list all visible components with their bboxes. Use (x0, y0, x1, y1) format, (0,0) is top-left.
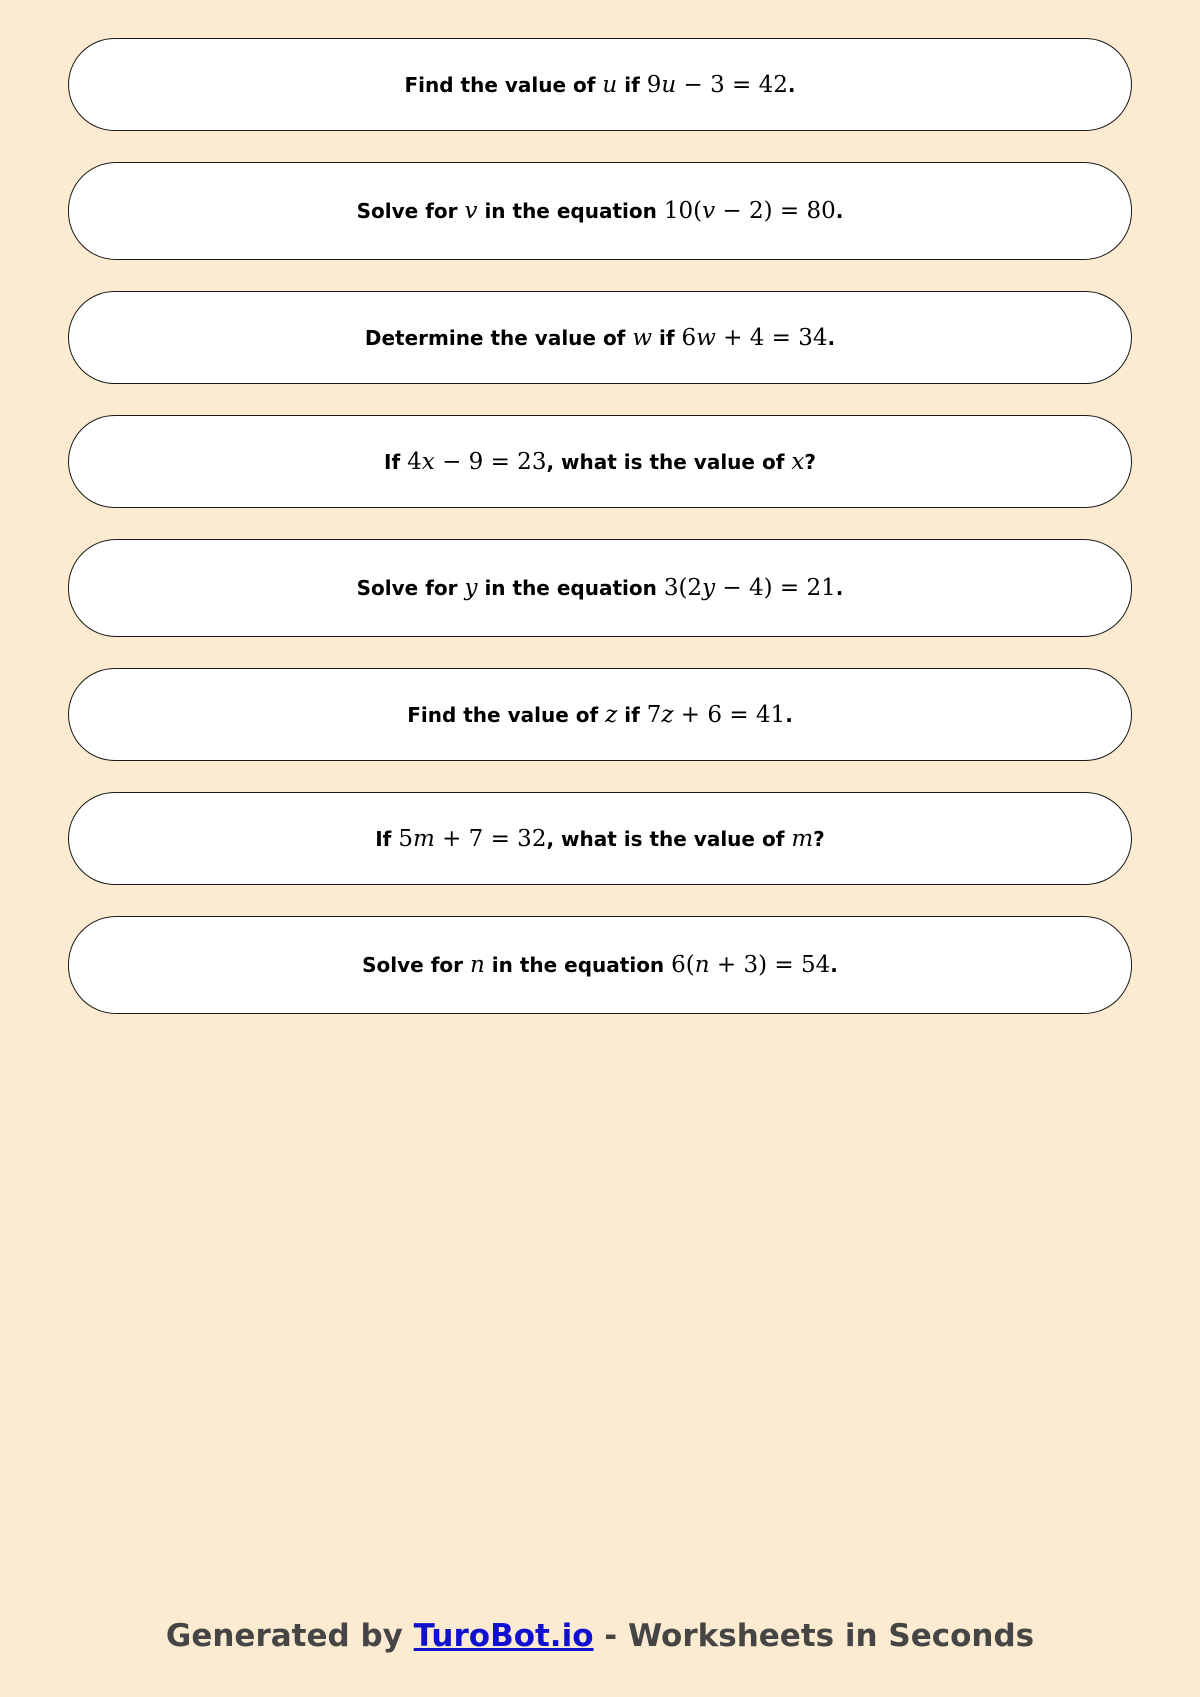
question-card (68, 539, 1132, 637)
question-text-run: if (617, 72, 647, 97)
question-card (68, 415, 1132, 508)
math-variable: m (412, 825, 435, 852)
math-expression (464, 198, 477, 224)
math-text: 6 (681, 324, 697, 351)
math-text: 7 (646, 701, 662, 728)
math-expression (791, 449, 804, 475)
math-expression (464, 575, 477, 601)
math-variable: w (696, 324, 716, 351)
question-text-run: . (835, 576, 844, 600)
question-card (68, 668, 1132, 761)
math-variable: u (661, 71, 677, 98)
math-variable: w (632, 324, 653, 351)
math-variable: v (464, 198, 478, 224)
question-text-run: Find the value of (407, 702, 606, 727)
math-text: 6( (671, 952, 695, 978)
question-card (68, 291, 1132, 384)
question-text-run: . (830, 953, 838, 977)
math-expression (407, 449, 546, 475)
math-text: 5 (398, 825, 413, 852)
question-text-run: ? (813, 826, 825, 851)
math-text: + 4 = 34 (715, 324, 828, 351)
question-text-run: ? (804, 449, 816, 474)
math-variable: n (469, 952, 485, 978)
math-text: − 2) = 80 (715, 198, 836, 224)
question-text-run: Solve for (356, 199, 465, 223)
math-expression (647, 72, 788, 98)
question-text (357, 198, 844, 224)
math-text: 9 (646, 71, 662, 98)
math-variable: x (791, 448, 805, 475)
question-card (68, 38, 1132, 131)
question-card (68, 916, 1132, 1014)
question-text-run: . (827, 325, 836, 350)
math-expression (664, 198, 836, 224)
math-expression (632, 325, 652, 351)
question-text-run: if (617, 702, 647, 727)
question-card (68, 792, 1132, 885)
question-text-run: in the equation (484, 953, 672, 977)
math-text: − 9 = 23 (434, 448, 547, 475)
math-variable: y (464, 575, 478, 601)
math-variable: u (602, 71, 618, 98)
question-text-run: If (384, 449, 408, 474)
question-card (68, 162, 1132, 260)
math-variable: y (702, 575, 716, 601)
question-text-run: . (835, 199, 844, 223)
question-text-run: . (787, 72, 796, 97)
math-text: − 4) = 21 (715, 575, 836, 601)
math-expression (602, 72, 617, 98)
footer-suffix: - Worksheets in Seconds (593, 1618, 1035, 1654)
math-expression (671, 952, 830, 978)
question-text (362, 952, 838, 978)
math-text: 4 (407, 448, 422, 475)
question-text-run: Solve for (356, 576, 465, 600)
math-text: 10( (663, 198, 703, 224)
math-expression (470, 952, 485, 978)
question-text-run: Solve for (362, 953, 470, 977)
math-text: + 7 = 32 (434, 825, 547, 852)
math-variable: z (661, 701, 674, 728)
question-text (357, 575, 844, 601)
question-text-run: , what is the value of (546, 449, 792, 474)
question-text-run: . (785, 702, 793, 727)
question-text-run: in the equation (477, 576, 664, 600)
math-variable: m (791, 825, 814, 852)
question-text (375, 826, 825, 852)
math-variable: v (702, 198, 716, 224)
question-text-run: Find the value of (404, 72, 603, 97)
question-text-run: if (652, 325, 682, 350)
math-text: + 3) = 54 (709, 952, 831, 978)
question-text-run: Determine the value of (364, 325, 633, 350)
question-text-run: If (375, 826, 399, 851)
footer-prefix: Generated by (165, 1618, 414, 1654)
turobot-link[interactable]: TuroBot.io (413, 1618, 594, 1654)
math-variable: n (694, 952, 710, 978)
question-text-run: , what is the value of (546, 826, 792, 851)
question-text (384, 449, 816, 475)
question-text (405, 72, 796, 98)
math-text: − 3 = 42 (676, 71, 788, 98)
math-expression (664, 575, 836, 601)
math-expression (398, 826, 546, 852)
math-expression (791, 826, 813, 852)
footer (0, 1618, 1200, 1654)
math-expression (647, 702, 785, 728)
question-text (407, 702, 793, 728)
math-variable: z (605, 701, 618, 728)
math-expression (682, 325, 828, 351)
math-variable: x (421, 448, 435, 475)
question-text (365, 325, 835, 351)
question-text-run: in the equation (477, 199, 664, 223)
math-expression (605, 702, 617, 728)
math-text: + 6 = 41 (673, 701, 786, 728)
math-text: 3(2 (663, 575, 703, 601)
